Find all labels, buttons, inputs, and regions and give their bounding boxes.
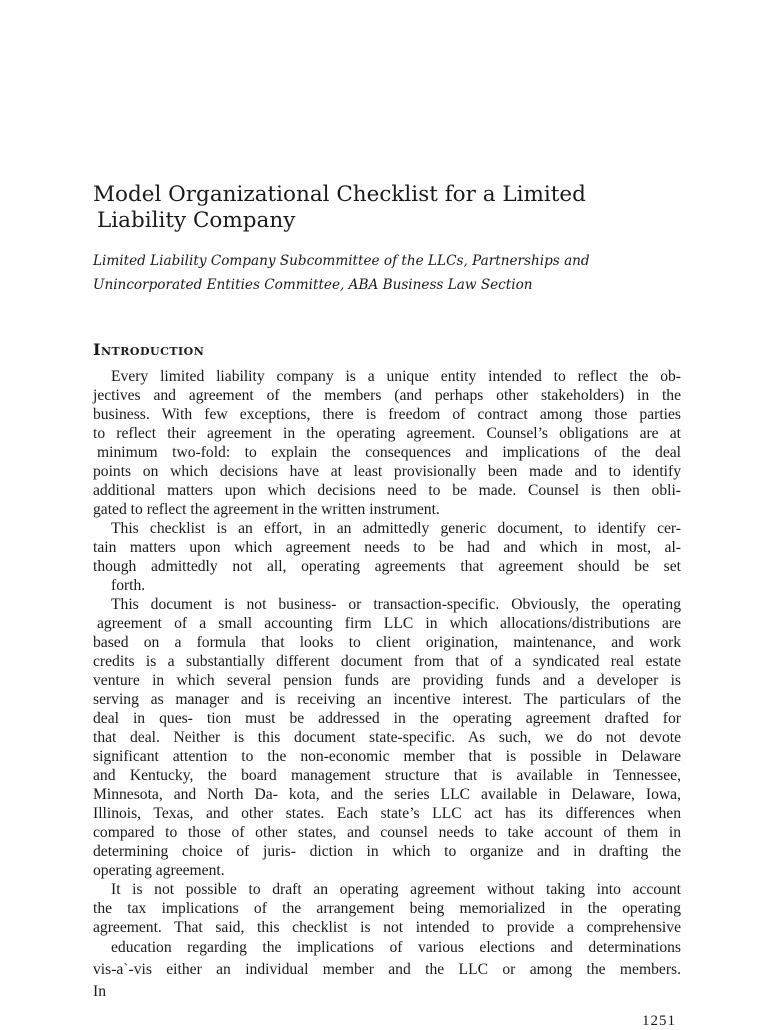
authors-line-2: Unincorporated Entities Committee, ABA Business Law Section (93, 277, 533, 293)
body-line: Minnesota, and North Da- kota, and the series LLC available in Delaware, Iowa, (93, 786, 681, 803)
title-line-2: Liability Company (97, 208, 296, 233)
body-line: jectives and agreement of the members (and perhaps other stakeholders) in the (93, 387, 681, 404)
body-text-continued (93, 959, 681, 1003)
body-line: Illinois, Texas, and other states. Each state’s LLC act has its differences when (93, 805, 681, 822)
body-line: This checklist is an effort, in an admittedly generic document, to identify cer- (111, 520, 681, 537)
section-heading: Introduction (93, 340, 205, 359)
body-line: based on a formula that looks to client origination, maintenance, and work (93, 634, 681, 651)
body-line: business. With few exceptions, there is freedom of contract among those parties (93, 406, 681, 423)
body-line: education regarding the implications of various elections and determinations (111, 939, 681, 956)
body-line: serving as manager and is receiving an incentive interest. The particulars of the (93, 691, 681, 708)
body-line: operating agreement. (93, 862, 225, 879)
article-title (93, 182, 653, 234)
body-line: that deal. Neither is this document state-specific. As such, we do not devote (93, 729, 681, 746)
body-line: points on which decisions have at least provisionally been made and to identify (93, 463, 681, 480)
body-line: Every limited liability company is a unique entity intended to reflect the ob- (111, 368, 681, 385)
article-authors (93, 249, 653, 297)
body-line: compared to those of other states, and counsel needs to take account of them in (93, 824, 681, 841)
body-line: This document is not business- or transaction-specific. Obviously, the operating (111, 596, 681, 613)
body-text (93, 367, 681, 957)
body-line: forth. (111, 577, 146, 594)
body-line: vis-a`-vis either an individual member and the LLC or among the members. (93, 961, 681, 978)
body-line: additional matters upon which decisions need to be made. Counsel is then obli- (93, 482, 681, 499)
title-line-1: Model Organizational Checklist for a Limited (93, 182, 586, 207)
body-line: agreement. That said, this checklist is not intended to provide a comprehensive (93, 919, 681, 936)
body-line: the tax implications of the arrangement being memorialized in the operating (93, 900, 681, 917)
page-number: 1251 (642, 1013, 676, 1029)
body-line: and Kentucky, the board management structure that is available in Tennessee, (93, 767, 681, 784)
authors-line-1: Limited Liability Company Subcommittee of the LLCs, Partnerships and (93, 253, 590, 269)
body-line: though admittedly not all, operating agreements that agreement should be set (93, 558, 681, 575)
body-line: tain matters upon which agreement needs to be had and which in most, al- (93, 539, 681, 556)
body-line: credits is a substantially different document from that of a syndicated real estate (93, 653, 681, 670)
body-line: gated to reflect the agreement in the written instrument. (93, 501, 440, 518)
body-line: significant attention to the non-economic member that is possible in Delaware (93, 748, 681, 765)
body-line: In (93, 983, 106, 1000)
body-line: venture in which several pension funds are providing funds and a developer is (93, 672, 681, 689)
body-line: determining choice of juris- diction in which to organize and in drafting the (93, 843, 681, 860)
body-line: to reflect their agreement in the operating agreement. Counsel’s obligations are at (93, 425, 681, 442)
body-line: minimum two-fold: to explain the consequences and implications of the deal (97, 444, 681, 461)
body-line: It is not possible to draft an operating agreement without taking into account (111, 881, 681, 898)
body-line: agreement of a small accounting firm LLC in which allocations/distributions are (97, 615, 681, 632)
body-line: deal in ques- tion must be addressed in the operating agreement drafted for (93, 710, 681, 727)
